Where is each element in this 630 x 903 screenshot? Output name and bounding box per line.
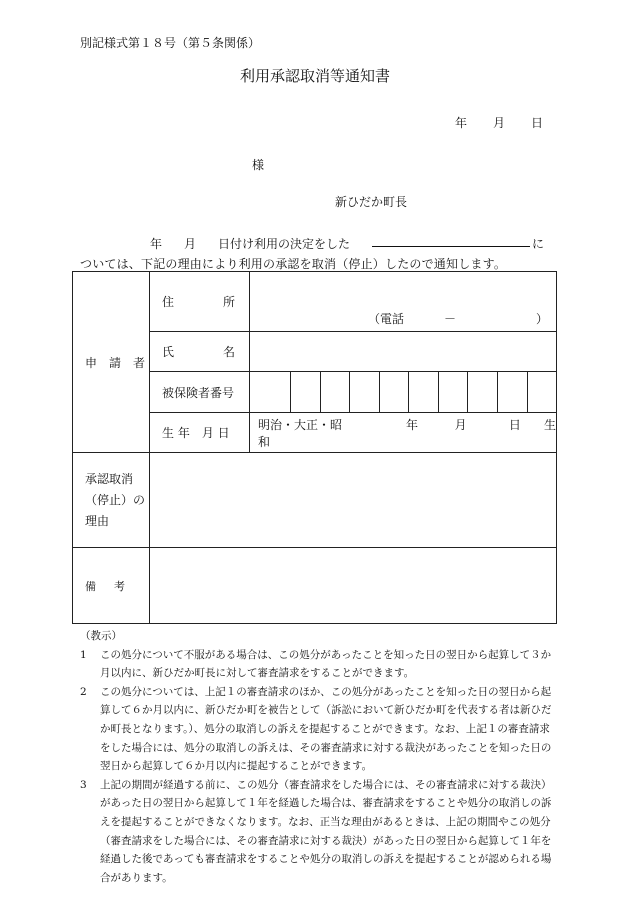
digit-cell[interactable] bbox=[408, 372, 438, 412]
issue-date bbox=[455, 114, 543, 131]
insured-number-label: 被保険者番号 bbox=[150, 372, 250, 413]
digit-cell[interactable] bbox=[527, 372, 557, 412]
birth-year-label: 年 bbox=[406, 417, 419, 432]
lead-text: 日付け利用の決定をした bbox=[218, 237, 351, 251]
digit-cell[interactable] bbox=[349, 372, 379, 412]
lead-year: 年 bbox=[150, 237, 163, 251]
birth-date-field[interactable] bbox=[250, 413, 557, 453]
lead-month: 月 bbox=[184, 237, 197, 251]
addressee-suffix: 様 bbox=[252, 158, 265, 172]
remarks-field[interactable] bbox=[150, 548, 557, 624]
birth-date-label: 生 年 月 日 bbox=[150, 413, 250, 453]
address-field[interactable] bbox=[250, 272, 557, 332]
reason-label: 承認取消（停止）の理由 bbox=[73, 453, 150, 548]
digit-cell[interactable] bbox=[467, 372, 497, 412]
applicant-table bbox=[72, 271, 557, 624]
insured-number-cells bbox=[290, 372, 556, 412]
insured-number-field[interactable] bbox=[250, 372, 557, 413]
digit-cell[interactable] bbox=[320, 372, 350, 412]
address-label: 住 所 bbox=[150, 272, 250, 332]
digit-cell[interactable] bbox=[291, 372, 320, 412]
reason-field[interactable] bbox=[150, 453, 557, 548]
digit-cell[interactable] bbox=[379, 372, 409, 412]
instruction-item: 3 上記の期間が経過する前に、この処分（審査請求をした場合には、その審査請求に対する裁決）があった日の翌日から起算して１年を経過した場合は、審査請求をすることや処分の取消しの訴えを提起することができなくなります。なお、正当な理由があるときは、上記の期間やこの処分（審査請求をした場合には、その審査請求に対する裁決）があった日の翌日から起算して１年を経過した後であっても審査請求をすることや処分の取消しの訴えを提起することが認められる場合があります。 bbox=[80, 778, 552, 884]
lead-end: に bbox=[532, 237, 545, 251]
birth-day-label: 日 bbox=[508, 417, 521, 432]
instruction-item: 2 この処分については、上記１の審査請求のほか、この処分があったことを知った日の翌日から起算して６か月以内に、新ひだか町を被告として（訴訟において新ひだか町を代表する者は新ひだか町長となります。）、処分の取消しの訴えを提起することができます。なお、上記１の審査請求をした場合には、処分の取消しの訴えは、その審査請求に対する裁決があったことを知った日の翌日から起算して６か月以内に提起することができます。 bbox=[80, 685, 552, 773]
instructions bbox=[80, 627, 560, 887]
phone-close: ） bbox=[535, 312, 548, 326]
document-title: 利用承認取消等通知書 bbox=[239, 67, 390, 85]
lead-sentence bbox=[150, 235, 350, 252]
issuer-name: 新ひだか町長 bbox=[335, 195, 408, 209]
birth-suffix: 生 bbox=[543, 417, 556, 432]
form-number: 別記様式第１８号（第５条関係） bbox=[80, 36, 261, 50]
applicant-label: 申 請 者 bbox=[73, 272, 150, 453]
phone-open-label: （電話 bbox=[367, 312, 404, 326]
remarks-label: 備 考 bbox=[73, 548, 150, 624]
date-month-label: 月 bbox=[493, 116, 506, 130]
lead-sentence-line2: ついては、下記の理由により利用の承認を取消（停止）したので通知します。 bbox=[80, 257, 507, 271]
date-year-label: 年 bbox=[455, 116, 468, 130]
birth-era-options: 明治・大正・昭和 bbox=[258, 417, 343, 449]
instructions-heading: （教示） bbox=[80, 630, 122, 642]
phone-dash: － bbox=[443, 312, 456, 326]
facility-blank-line bbox=[372, 246, 530, 247]
date-day-label: 日 bbox=[531, 116, 544, 130]
digit-cell[interactable] bbox=[438, 372, 468, 412]
name-field[interactable] bbox=[250, 332, 557, 372]
name-label: 氏 名 bbox=[150, 332, 250, 372]
digit-cell[interactable] bbox=[497, 372, 527, 412]
birth-month-label: 月 bbox=[454, 417, 467, 432]
instruction-item: 1 この処分について不服がある場合は、この処分があったことを知った日の翌日から起算して３か月以内に、新ひだか町長に対して審査請求をすることができます。 bbox=[80, 648, 552, 680]
